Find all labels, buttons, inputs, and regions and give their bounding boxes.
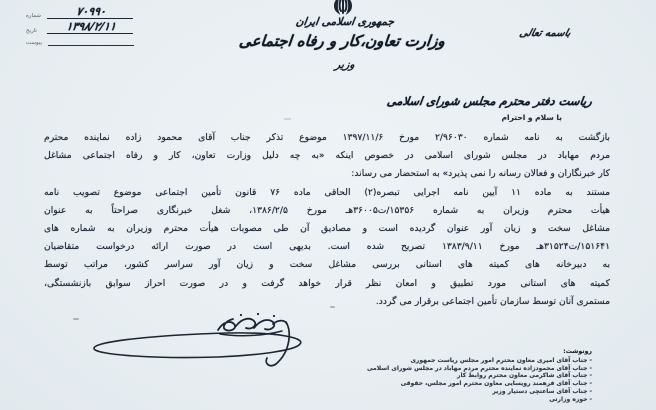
- scan-speck: [330, 306, 335, 308]
- letter-number-label: شماره: [25, 13, 42, 19]
- cc-title: رونوشت:: [563, 348, 592, 355]
- body-line: مستند به ماده ۱۱ آیین نامه اجرایی تبصره(۲) الحاقی ماده ۷۶ قانون تأمین اجتماعی موضوع تصویب نامه: [44, 186, 610, 198]
- body-line: کمیته های استانی مورد تطبیق و امعان نظر قرار خواهد گرفت و در صورت احراز سوابق بازنشستگی،: [44, 277, 610, 289]
- body-line: مشاغل سخت و زیان آور عنوان گردیده است و مصادیق آن طی مصوبات هیأت محترم وزیران به شماره های: [44, 223, 610, 235]
- greeting-line: با سلام و احترام: [501, 113, 562, 122]
- body-line: مردم مهاباد در مجلس شورای اسلامی در خصوص اینکه «به چه دلیل وزارت تعاون، کار و رفاه اجتماعی مشاغل: [44, 150, 610, 162]
- iran-emblem-icon: [328, 0, 358, 17]
- country-name: جمهوری اسلامی ایران: [295, 16, 395, 28]
- letter-number-value: ۷۰۹۹۰: [47, 6, 135, 19]
- attachment-label: پیوست: [25, 40, 43, 46]
- cc-item: - جناب آقای شاکرمی معاون محترم روابط کار: [456, 372, 592, 380]
- cc-item: - جناب آقای فرهمند رویسایی معاون محترم امور مجلس، حقوقی: [400, 380, 592, 388]
- body-line: کار خبرنگاران و فعالان رسانه را نمی پذیرد» به استحضار می رساند:: [351, 168, 610, 180]
- attachment-blank-line: [48, 36, 134, 46]
- body-line: بازگشت به نامه شماره ۲/۹۶۰۳۰ مورخ ۱۳۹۷/۱۱/۶ موضوع تذکر جناب آقای محمود زاده نماینده محترم: [44, 132, 610, 143]
- scan-speck: [73, 318, 79, 320]
- letter-date-label: تاریخ: [25, 28, 38, 34]
- reference-stamp: [26, 6, 134, 48]
- bismillah-phrase: باسمه تعالی: [518, 28, 572, 39]
- cc-item: - جناب آقای ساعتچی دستیار وزیر: [492, 387, 592, 395]
- stamp-attachment-row: [26, 36, 134, 46]
- cc-item: - حوزه وزارتی: [549, 395, 592, 403]
- cc-list: [367, 348, 592, 404]
- body-line: مستمری آنان توسط سازمان تأمین اجتماعی برقرار می گردد.: [375, 295, 610, 307]
- minister-signature: [68, 308, 318, 372]
- stamp-date-row: [26, 21, 134, 34]
- letter-date-value: ۱۳۹۸/۲/۱۱: [47, 21, 135, 34]
- body-line: به دبیرخانه های کمیته های استانی بررسی مشاغل سخت و زیان آور سراسر کشور، مراتب توسط: [44, 259, 610, 271]
- body-line: ۱۵۱۶۴۱/ت۳۱۵۲۴هـ مورخ ۱۳۸۳/۹/۱۱ تصریح شده است. بدیهی است در صورت ارائه درخواست متقاضیان: [44, 241, 610, 253]
- office-title: وزیر: [334, 58, 356, 71]
- cc-item: - جناب آقای امیری معاون محترم امور مجلس ریاست جمهوری: [410, 356, 592, 364]
- letter-body: [44, 129, 610, 311]
- ministry-name: وزارت تعاون،کار و رفاه اجتماعی: [238, 32, 446, 50]
- scan-speck: [284, 118, 291, 120]
- stamp-number-row: [26, 6, 134, 19]
- body-line: هیأت محترم وزیران به شماره ۱۵۳۵۶/ت۳۶۰۰۵هـ مورخ ۱۳۸۶/۲/۵، شغل خبرنگاری صراحتاً به عنوان: [44, 204, 610, 216]
- cc-item: - جناب آقای محمودزاده نماینده محترم مردم مهاباد در مجلس شورای اسلامی: [366, 364, 592, 372]
- recipient-line: ریاست دفتر محترم مجلس شورای اسلامی: [386, 94, 593, 108]
